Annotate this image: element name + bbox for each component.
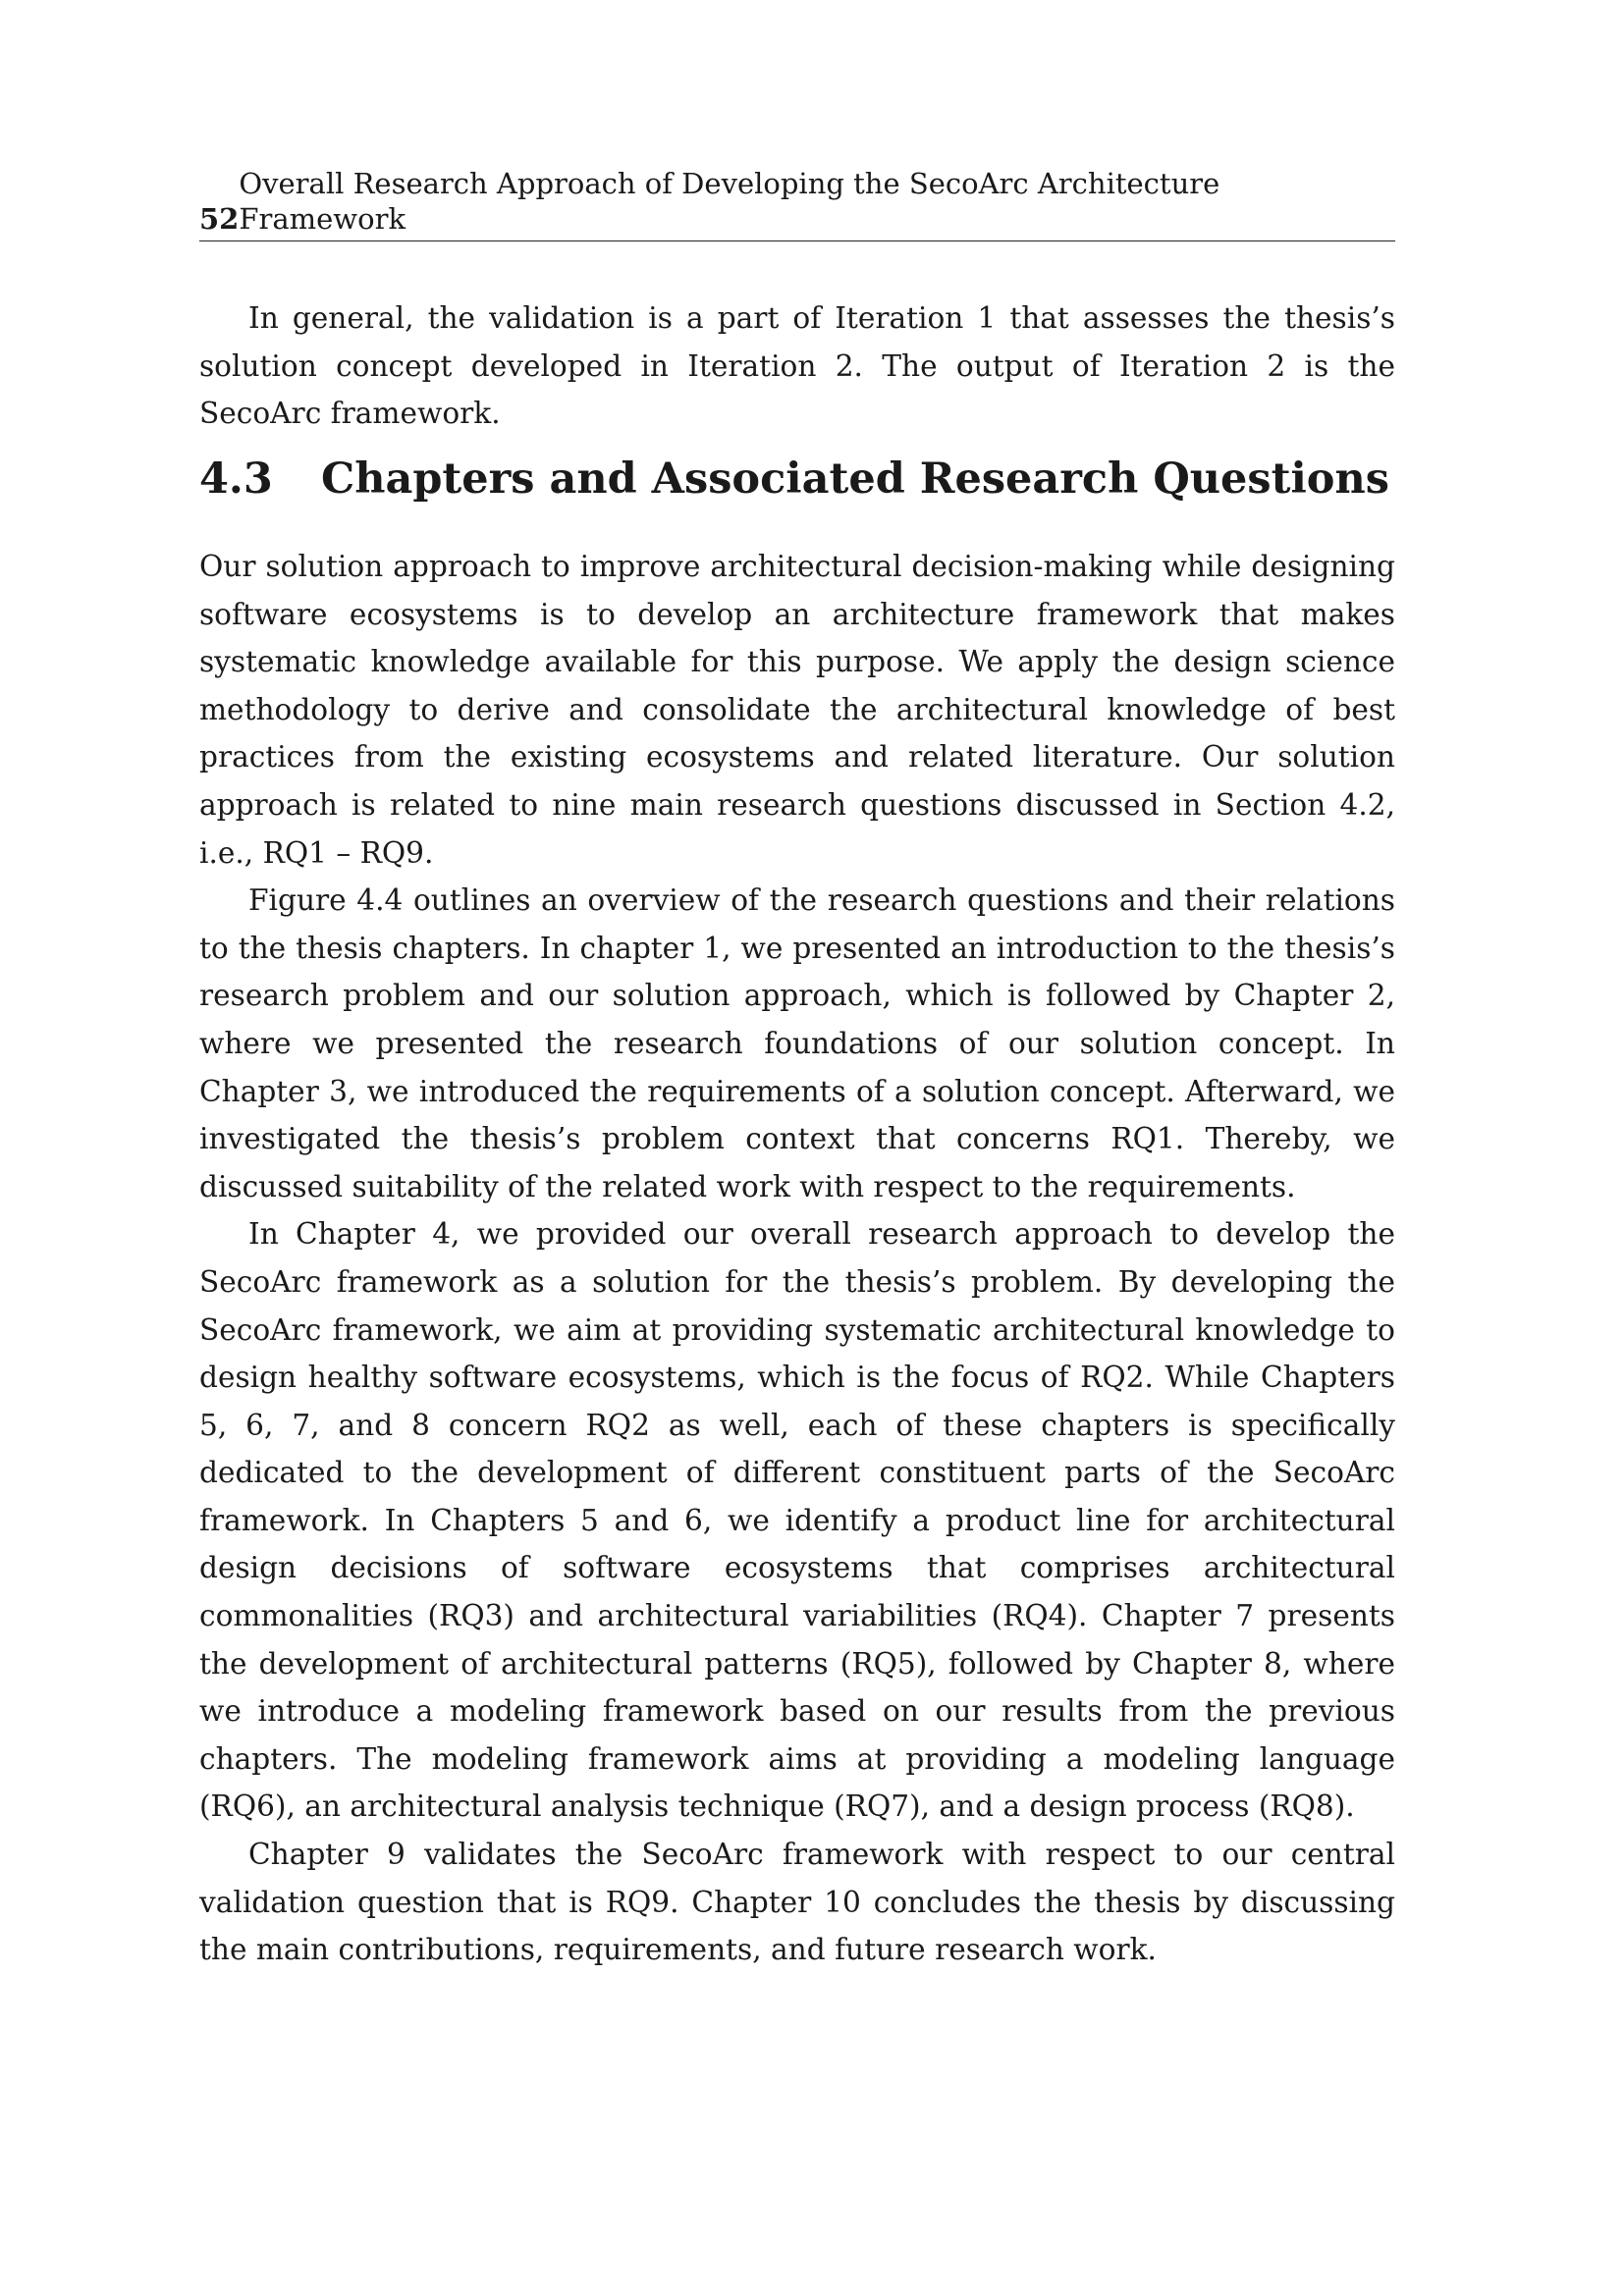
section-body [199, 543, 1395, 1974]
paragraph-2: Figure 4.4 outlines an overview of the research questions and their relations to the thesis chapters. In chapter 1, we presented an introduction to the thesis’s research problem and our solution approach, which is followed by Chapter 2, where we presented the research foundations of our solution concept. In Chapter 3, we introduced the requirements of a solution concept. Afterward, we investigated the thesis’s problem context that concerns RQ1. Thereby, we discussed suitability of the related work with respect to the requirements. [199, 883, 1395, 1203]
paragraph-3: In Chapter 4, we provided our overall research approach to develop the SecoArc framework as a solution for the thesis’s problem. By developing the SecoArc framework, we aim at providing systematic architectural knowledge to design healthy software ecosystems, which is the focus of RQ2. While Chapters 5, 6, 7, and 8 concern RQ2 as well, each of these chapters is specifically dedicated to the development of different constituent parts of the SecoArc framework. In Chapters 5 and 6, we identify a product line for architectural design decisions of software ecosystems that comprises architectural commonalities (RQ3) and architectural variabilities (RQ4). Chapter 7 presents the development of architectural patterns (RQ5), followed by Chapter 8, where we introduce a modeling framework based on our results from the previous chapters. The modeling framework aims at providing a modeling language (RQ6), an architectural analysis technique (RQ7), and a design process (RQ8). [199, 1217, 1395, 1824]
paragraph-4: Chapter 9 validates the SecoArc framework with respect to our central validation question that is RQ9. Chapter 10 concludes the thesis by discussing the main contributions, requirements, and future research work. [199, 1838, 1395, 1967]
intro-text-block [199, 294, 1395, 438]
section-heading [199, 450, 1395, 508]
section-number: 4.3 [199, 454, 273, 504]
running-header [199, 167, 1395, 241]
paragraph-1: Our solution approach to improve architectural decision-making while designing software ecosystems is to develop an architecture framework that makes systematic knowledge available for this purpose. We apply the design science methodology to derive and consolidate the architectural knowledge of best practices from the existing ecosystems and related literature. Our solution approach is related to nine main research questions discussed in Section 4.2, i.e., RQ1 – RQ9. [199, 550, 1395, 870]
running-title: Overall Research Approach of Developing the SecoArc Architecture Framework [239, 167, 1220, 236]
page-number: 52 [199, 202, 240, 236]
intro-paragraph: In general, the validation is a part of Iteration 1 that assesses the thesis’s solution concept developed in Iteration 2. The output of Iteration 2 is the SecoArc framework. [199, 301, 1395, 431]
section-title: Chapters and Associated Research Questions [321, 454, 1389, 504]
